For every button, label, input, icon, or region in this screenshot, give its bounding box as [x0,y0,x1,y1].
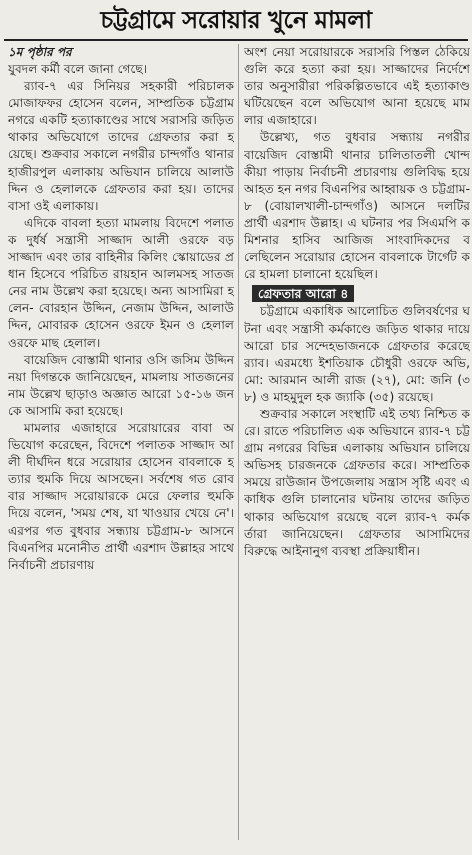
article-headline: চট্টগ্রামে সরোয়ার খুনে মামলা [100,6,372,34]
continuation-label: ১ম পৃষ্ঠার পর [8,45,72,59]
paragraph: অংশ নেয়া সরোয়ারকে সরাসরি পিস্তল ঠেকিয়ে গুলি করে হত্যা করা হয়। সাজ্জাদের নির্দেশে তার অনুসারীরা পরিকল্পিতভাবে এই হত্যাকাণ্ড ঘটিয়েছেন বলে অভিযোগ আনা হয়েছে মামলার এজাহারে। [244,45,470,128]
paragraph: র‍্যাব-৭ এর সিনিয়র সহকারী পরিচালক মোজাফফর হোসেন বলেন, সাম্প্রতিক চট্টগ্রাম নগরে একটি হত্যাকাণ্ডের সাথে সরাসরি জড়িত থাকার অভিযোগে তাদের গ্রেফতার করা হয়েছে। শুক্রবার সকালে নগরীর চান্দগাঁও থানার হাজীরপুল এলাকায় অভিযান চালিয়ে আলাউদ্দিন ও হেলালকে গ্রেফতার করা হয়। তাদের বাসা ওই এলাকায়। [8,79,234,213]
paragraph: চট্টগ্রামে একাধিক আলোচিত গুলিবর্ষণের ঘটনা এবং সন্ত্রাসী কর্মকাণ্ডে জড়িত থাকার দায়ে আরো চার সন্দেহভাজনকে গ্রেফতার করেছে র‍্যাব। এরমধ্যে ইশতিয়াক চৌধুরী ওরফে অভি, মো: আরমান আলী রাজ (২৭), মো: জনি (৩৮) ও মাহমুদুল হক জ্যাকি (৩৫) রয়েছে। [244,304,470,404]
column-divider [238,44,239,840]
paragraph: বায়েজিদ বোস্তামী থানার ওসি জসিম উদ্দিন নয়া দিগন্তকে জানিয়েছেন, মামলায় সাতজনের নাম উল্লেখ ছাড়াও অজ্ঞাত আরো ১৫-১৬ জনকে আসামি করা হয়েছে। [8,352,234,418]
headline-rule [4,39,468,41]
paragraph: শুক্রবার সকালে সংস্থাটি এই তথ্য নিশ্চিত করে। রাতে পরিচালিত এক অভিযানে র‍্যাব-৭ চট্টগ্রাম নগরের বিভিন্ন এলাকায় অভিযান চালিয়ে অভিসহ চারজনকে গ্রেফতার করে। সাম্প্রতিক সময়ে রাউজান উপজেলায় সন্ত্রাস সৃষ্টি এবং একাধিক গুলি চালানোর ঘটনায় তাদের জড়িত থাকার অভিযোগ রয়েছে বলে র‍্যাব-৭ কর্মকর্তারা জানিয়েছেন। গ্রেফতার আসামিদের বিরুদ্ধে আইনানুগ ব্যবস্থা প্রক্রিয়াধীন। [244,406,470,558]
paragraph: উল্লেখ্য, গত বুধবার সন্ধ্যায় নগরীর বায়েজিদ বোস্তামী থানার চালিতাতলী খোন্দকীয়া পাড়ায় নির্বাচনী প্রচারণায় গুলিবিদ্ধ হয়ে আহত হন নগর বিএনপির আহ্বায়ক ও চট্টগ্রাম-৮ (বোয়ালখালী-চান্দগাঁও) আসনে দলটির প্রার্থী এরশাদ উল্লাহ। এ ঘটনার পর সিএমপি কমিশনার হাসিব আজিজ সাংবাদিকদের বলেছিলেন সরোয়ার হোসেন বাবলাকে টার্গেট করে হামলা চালানো হয়েছিল। [244,130,470,282]
paragraph: মামলার এজাহারে সরোয়ারের বাবা অভিযোগ করেছেন, বিদেশে পলাতক সাজ্জাদ আলী দীর্ঘদিন ধরে সরোয়ার হোসেন বাবলাকে হত্যার হুমকি দিয়ে আসছেন। সর্বশেষ গত রোববার সাজ্জাদ সরোয়ারকে মেরে ফেলার হুমকি দিয়ে বলেন, 'সময় শেষ, যা খাওয়ার খেয়ে নে'। এরপর গত বুধবার সন্ধ্যায় চট্টগ্রাম-৮ আসনে বিএনপির মনোনীত প্রার্থী এরশাদ উল্লাহর সাথে নির্বাচনী প্রচারণায় [8,420,234,572]
paragraph: যুবদল কর্মী বলে জানা গেছে। [8,62,148,76]
article-column-left [8,44,234,840]
article-column-right [244,44,470,840]
paragraph: এদিকে বাবলা হত্যা মামলায় বিদেশে পলাতক দুর্ধর্ষ সন্ত্রাসী সাজ্জাদ আলী ওরফে বড় সাজ্জাদ এবং তার বাহিনীর কিলিং স্কোয়াডের প্রধান হিসেবে পরিচিত রায়হান আলমসহ সাতজনের নাম উল্লেখ করা হয়েছে। অন্য আসামিরা হলেন- বোরহান উদ্দিন, নেজাম উদ্দিন, আলাউদ্দিন, মোবারক হোসেন ওরফে ইমন ও হেলাল ওরফে মাছ হেলাল। [8,215,234,350]
subheading: গ্রেফতার আরো ৪ [252,285,354,302]
